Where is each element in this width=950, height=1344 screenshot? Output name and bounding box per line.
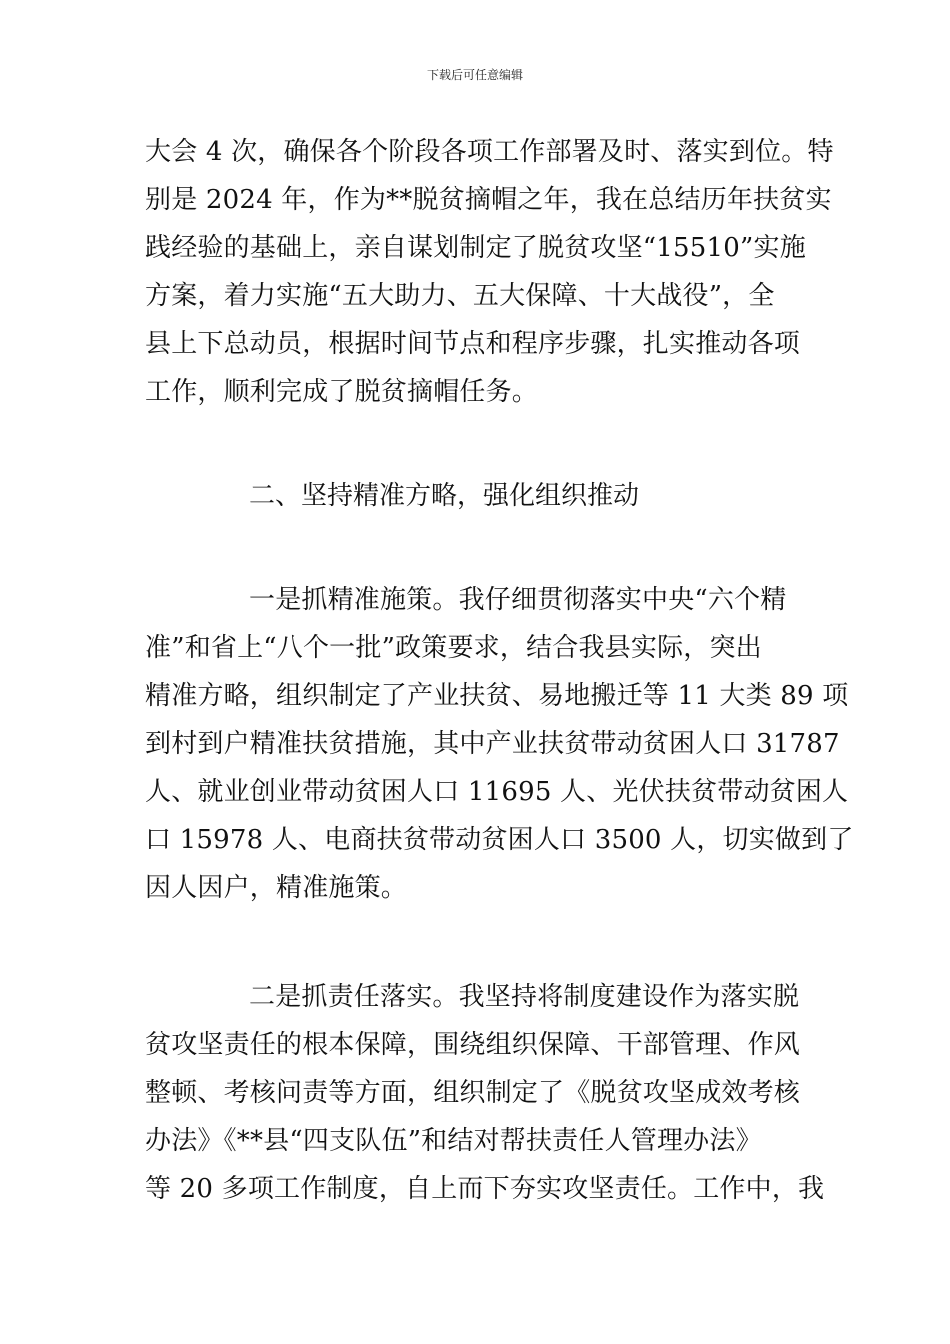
paragraph-line: 别是 2024 年，作为**脱贫摘帽之年，我在总结历年扶贫实	[145, 185, 832, 215]
paragraph-line: 县上下总动员，根据时间节点和程序步骤，扎实推动各项	[145, 329, 801, 359]
paragraph-line: 工作，顺利完成了脱贫摘帽任务。	[145, 377, 539, 407]
paragraph-line: 大会 4 次，确保各个阶段各项工作部署及时、落实到位。特	[145, 137, 834, 167]
section-heading: 二、坚持精准方略，强化组织推动	[249, 481, 640, 511]
paragraph-line: 践经验的基础上，亲自谋划制定了脱贫攻坚“15510”实施	[145, 233, 806, 263]
paragraph-line: 准”和省上“八个一批”政策要求，结合我县实际，突出	[145, 633, 762, 663]
paragraph-line: 因人因户，精准施策。	[145, 873, 408, 903]
paragraph-line: 二是抓责任落实。我坚持将制度建设作为落实脱	[249, 982, 800, 1012]
paragraph-line: 方案，着力实施“五大助力、五大保障、十大战役”，全	[145, 281, 775, 311]
paragraph-line: 到村到户精准扶贫措施，其中产业扶贫带动贫困人口 31787	[145, 729, 840, 759]
paragraph-line: 等 20 多项工作制度，自上而下夯实攻坚责任。工作中，我	[145, 1174, 825, 1204]
paragraph-line: 贫攻坚责任的根本保障，围绕组织保障、干部管理、作风	[145, 1030, 801, 1060]
paragraph-line: 整顿、考核问责等方面，组织制定了《脱贫攻坚成效考核	[145, 1078, 801, 1108]
paragraph-3	[145, 973, 825, 1213]
paragraph-line: 人、就业创业带动贫困人口 11695 人、光伏扶贫带动贫困人	[145, 777, 849, 807]
paragraph-1	[145, 128, 834, 416]
paragraph-line: 办法》《**县“四支队伍”和结对帮扶责任人管理办法》	[145, 1126, 762, 1156]
paragraph-line: 一是抓精准施策。我仔细贯彻落实中央“六个精	[249, 585, 787, 615]
paragraph-line: 口 15978 人、电商扶贫带动贫困人口 3500 人，切实做到了	[145, 825, 854, 855]
paragraph-2	[145, 576, 854, 912]
page-header: 下载后可任意编辑	[426, 68, 523, 82]
paragraph-line: 精准方略，组织制定了产业扶贫、易地搬迁等 11 大类 89 项	[145, 681, 849, 711]
